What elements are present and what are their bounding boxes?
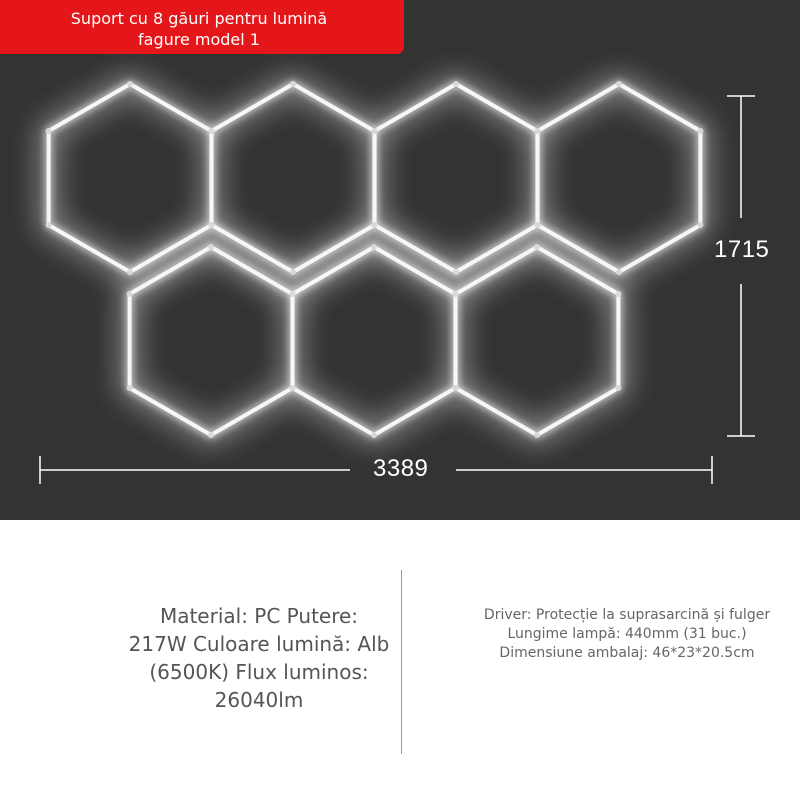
tube-connector [453, 269, 459, 275]
tube-connector [209, 222, 215, 228]
tube-connector [127, 291, 133, 297]
tube-connector [535, 128, 541, 134]
height-dimension-label: 1715 [714, 236, 770, 263]
tube-connector [290, 291, 296, 297]
tube-connector [372, 222, 378, 228]
spec-panel [0, 520, 800, 800]
spec-package-line: Dimensiune ambalaj: 46*23*20.5cm [499, 645, 755, 661]
tube-connector [127, 269, 133, 275]
tube-connector [371, 432, 377, 438]
tube-connector [209, 128, 215, 134]
tube-connector [46, 222, 52, 228]
tube-connector [208, 432, 214, 438]
spec-divider [401, 570, 402, 754]
tube-connector [615, 291, 621, 297]
tube-connector [372, 128, 378, 134]
tube-connector [290, 269, 296, 275]
tube-connector [290, 385, 296, 391]
spec-driver-line: Driver: Protecție la suprasarcină și fulger [483, 607, 771, 623]
tube-connector [290, 81, 296, 87]
spec-main-text: Material: PC Putere: 217W Culoare lumină: Alb (6500K) Flux luminos: 26040lm [128, 604, 390, 712]
tube-connector [371, 244, 377, 250]
tube-connector [453, 291, 459, 297]
tube-connector [46, 128, 52, 134]
height-dimension-line [727, 96, 755, 436]
tube-connector [616, 81, 622, 87]
tube-connector [535, 222, 541, 228]
tube-connector [697, 222, 703, 228]
tube-connector [616, 269, 622, 275]
tube-connector [208, 244, 214, 250]
tube-connector [127, 81, 133, 87]
tube-connector [534, 244, 540, 250]
tube-connector [127, 385, 133, 391]
tube-connector [534, 432, 540, 438]
width-dimension-label: 3389 [373, 455, 429, 482]
spec-lamp-length-line: Lungime lampă: 440mm (31 buc.) [507, 626, 747, 642]
banner-title-line2: fagure model 1 [138, 30, 260, 49]
tube-connector [615, 385, 621, 391]
tube-connector [453, 385, 459, 391]
banner-title-line1: Suport cu 8 găuri pentru lumină [70, 9, 328, 28]
tube-connector [453, 81, 459, 87]
spec-secondary-text [446, 606, 800, 663]
tube-connector [697, 128, 703, 134]
